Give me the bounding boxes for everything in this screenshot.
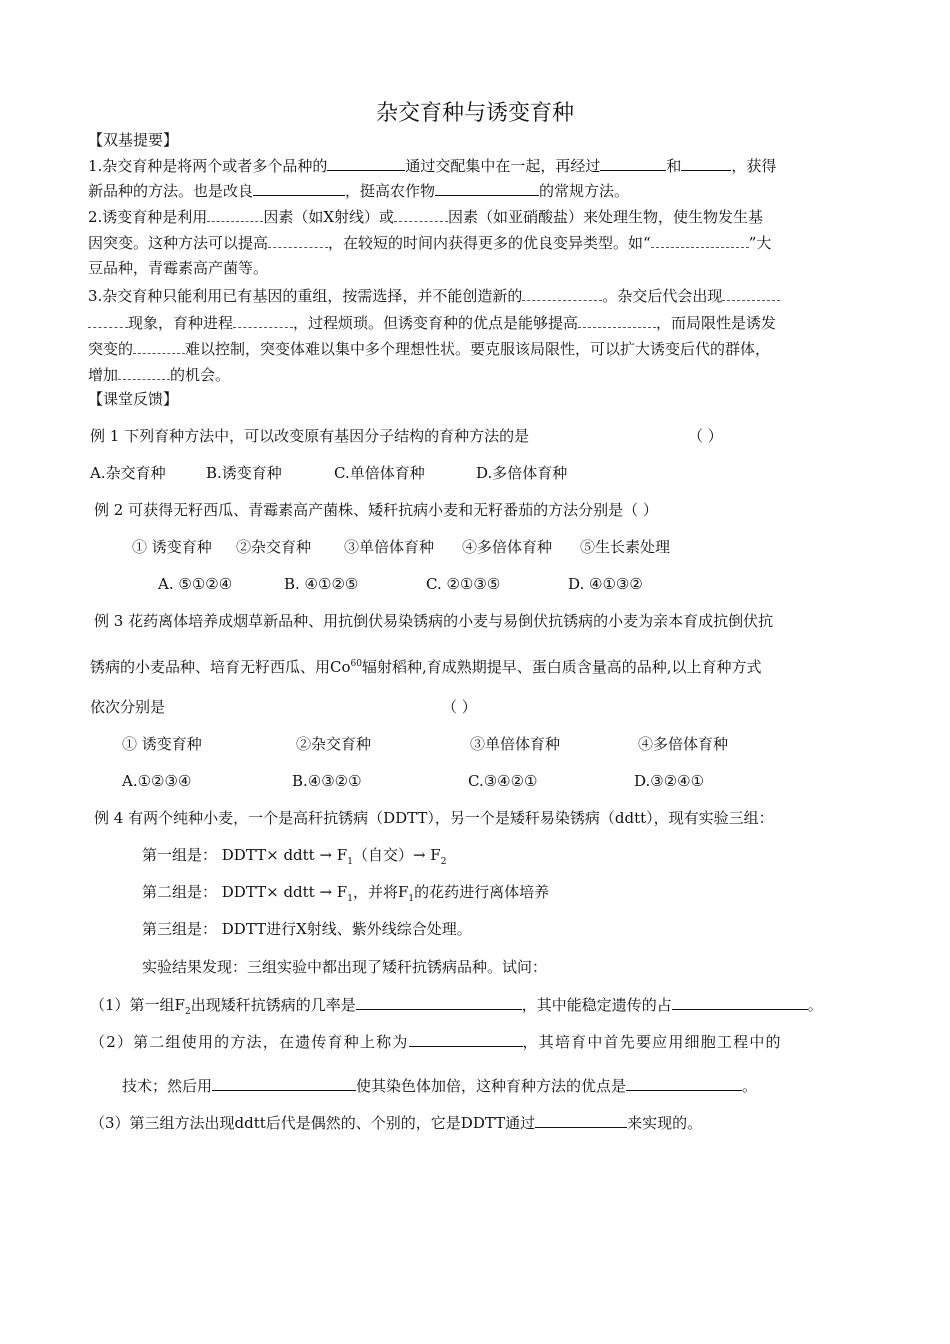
fill-blank[interactable] — [522, 285, 602, 301]
fill-blank[interactable] — [409, 1031, 523, 1047]
para1-text: 和 — [666, 157, 682, 175]
fill-blank[interactable] — [268, 232, 328, 248]
example1-option-a[interactable]: A.杂交育种 — [90, 464, 166, 482]
fill-blank[interactable] — [88, 312, 128, 328]
example3-text: 锈病的小麦品种、培育无籽西瓜、用Co — [90, 658, 351, 676]
fill-blank[interactable] — [207, 206, 263, 222]
example2-question: 例 2 可获得无籽西瓜、青霉素高产菌株、矮秆抗病小麦和无籽番茄的方法分别是（ ） — [94, 501, 658, 519]
example4-text: 第一组是： DDTT× ddtt → F — [142, 846, 348, 864]
example2-item-4: ④多倍体育种 — [462, 538, 553, 556]
section-heading-feedback: 【课堂反馈】 — [88, 390, 179, 408]
example4-subq2-line1 — [90, 1031, 782, 1052]
example3-item-4: ④多倍体育种 — [638, 735, 729, 753]
para3-text: 突变的 — [88, 340, 134, 358]
example1-question: 例 1 下列育种方法中，可以改变原有基因分子结构的育种方法的是 — [90, 427, 530, 445]
example2-option-c[interactable]: C. ②①③⑤ — [426, 575, 501, 593]
example3-option-c[interactable]: C.③④②① — [468, 772, 538, 790]
para2-text: 因素（如亚硝酸盐）来处理生物，使生物发生基 — [448, 208, 764, 226]
example3-answer-paren[interactable]: （ ） — [442, 698, 477, 716]
para1-text: ，挺高农作物 — [345, 182, 436, 200]
para2-text: 因素（如X射线）或 — [263, 208, 394, 226]
para1-line1 — [88, 155, 776, 176]
example4-text: ，其培育中首先要应用细胞工程中的 — [522, 1033, 782, 1051]
para2-line1 — [88, 206, 763, 227]
example4-text: （3）第三组方法出现ddtt后代是偶然的、个别的，它是DDTT通过 — [90, 1114, 536, 1132]
generation-subscript: 1 — [347, 894, 353, 904]
example1-option-c[interactable]: C.单倍体育种 — [334, 464, 425, 482]
fill-blank[interactable] — [626, 1075, 742, 1091]
example4-text: 使其染色体加倍，这种育种方法的优点是 — [356, 1077, 627, 1095]
para2-text: 因突变。这种方法可以提高 — [88, 234, 269, 252]
example2-item-1: ① 诱变育种 — [132, 538, 212, 556]
example3-question-line3: 依次分别是 — [90, 698, 166, 716]
example4-subq1 — [90, 994, 823, 1022]
example4-text: ，并将F — [352, 883, 409, 901]
example3-question-line2 — [90, 654, 762, 677]
fill-blank[interactable] — [327, 155, 405, 171]
para2-text: 2.诱变育种是利用 — [88, 208, 208, 226]
example4-subq3 — [90, 1112, 702, 1133]
example4-subq2-line2 — [122, 1075, 757, 1096]
para1-text: 通过交配集中在一起，再经过 — [405, 157, 601, 175]
example4-group2 — [142, 882, 549, 909]
example4-text: 技术；然后用 — [122, 1077, 213, 1095]
fill-blank[interactable] — [212, 1075, 356, 1091]
example4-text: （自交）→ F — [352, 846, 441, 864]
example3-option-d[interactable]: D.③②④① — [634, 772, 705, 790]
fill-blank[interactable] — [118, 364, 170, 380]
example3-item-2: ②杂交育种 — [296, 735, 372, 753]
para2-line3: 豆品种，青霉素高产菌等。 — [88, 259, 269, 277]
para3-line1 — [88, 285, 780, 306]
section-heading-basics: 【双基提要】 — [88, 131, 179, 149]
example4-text: ，其中能稳定遗传的占 — [521, 996, 672, 1014]
example3-option-b[interactable]: B.④③②① — [292, 772, 362, 790]
para3-line3 — [88, 338, 770, 359]
example4-text: 。 — [742, 1077, 758, 1095]
para3-text: ，过程烦琐。但诱变育种的优点是能够提高 — [293, 314, 579, 332]
para3-text: 现象，育种进程 — [128, 314, 234, 332]
example2-option-a[interactable]: A. ⑤①②④ — [158, 575, 233, 593]
fill-blank[interactable] — [233, 312, 293, 328]
generation-subscript: 1 — [347, 857, 353, 867]
example3-text: 辐射稻种,育成熟期提早、蛋白质含量高的品种,以上育种方式 — [361, 658, 762, 676]
fill-blank[interactable] — [133, 338, 185, 354]
para3-text: 3.杂交育种只能利用已有基因的重组，按需选择，并不能创造新的 — [88, 287, 523, 305]
fill-blank[interactable] — [435, 180, 539, 196]
generation-subscript: 2 — [440, 857, 447, 867]
fill-blank[interactable] — [578, 312, 656, 328]
fill-blank[interactable] — [356, 994, 522, 1010]
para3-text: 。杂交后代会出现 — [602, 287, 723, 305]
example4-text: 第二组是： DDTT× ddtt → F — [142, 883, 348, 901]
example2-item-3: ③单倍体育种 — [344, 538, 435, 556]
para3-text: 增加 — [88, 366, 119, 384]
para2-line2 — [88, 232, 771, 253]
example1-option-b[interactable]: B.诱变育种 — [206, 464, 282, 482]
example4-result: 实验结果发现：三组实验中都出现了矮秆抗锈病品种。试问： — [142, 958, 548, 976]
example3-question-line1: 例 3 花药离体培养成烟草新品种、用抗倒伏易染锈病的小麦与易倒伏抗锈病的小麦为亲本育成抗倒伏抗 — [94, 612, 774, 630]
para1-text: 新品种的方法。也是改良 — [88, 182, 254, 200]
example4-question: 例 4 有两个纯种小麦，一个是高秆抗锈病（DDTT），另一个是矮秆易染锈病（ddtt），现有实验三组： — [94, 809, 774, 827]
example2-item-5: ⑤生长素处理 — [580, 538, 671, 556]
para1-text: 的常规方法。 — [539, 182, 630, 200]
fill-blank[interactable] — [394, 206, 448, 222]
example4-text: 的花药进行离体培养 — [414, 883, 550, 901]
para3-text: ，而局限性是诱发 — [656, 314, 777, 332]
para1-line2 — [88, 180, 629, 201]
para3-text: 的机会。 — [170, 366, 231, 384]
para3-line4 — [88, 364, 230, 385]
example2-option-d[interactable]: D. ④①③② — [568, 575, 643, 593]
para1-text: 1.杂交育种是将两个或者多个品种的 — [88, 157, 328, 175]
example4-text: 。 — [807, 996, 823, 1014]
example2-item-2: ②杂交育种 — [236, 538, 312, 556]
example2-option-b[interactable]: B. ④①②⑤ — [284, 575, 359, 593]
fill-blank[interactable] — [672, 994, 808, 1010]
fill-blank[interactable] — [600, 155, 666, 171]
generation-subscript: 1 — [408, 894, 415, 904]
para2-text: ”大 — [748, 234, 772, 252]
para3-line2 — [88, 312, 776, 333]
fill-blank[interactable] — [722, 285, 780, 301]
para1-text: ，获得 — [731, 157, 777, 175]
example4-text: （2）第二组使用的方法，在遗传育种上称为 — [90, 1033, 409, 1051]
example3-item-3: ③单倍体育种 — [470, 735, 561, 753]
example4-text: 出现矮秆抗锈病的几率是 — [190, 996, 356, 1014]
example3-option-a[interactable]: A.①②③④ — [122, 772, 192, 790]
example4-group1 — [142, 845, 446, 872]
example1-option-d[interactable]: D.多倍体育种 — [476, 464, 568, 482]
fill-blank[interactable] — [651, 232, 749, 248]
example1-answer-paren[interactable]: （ ） — [688, 427, 723, 445]
fill-blank[interactable] — [253, 180, 345, 196]
isotope-superscript: 60 — [350, 659, 362, 669]
example4-group3: 第三组是： DDTT进行X射线、紫外线综合处理。 — [142, 920, 472, 938]
fill-blank[interactable] — [535, 1112, 627, 1128]
para2-text: ，在较短的时间内获得更多的优良变异类型。如“ — [328, 234, 651, 252]
fill-blank[interactable] — [681, 155, 731, 171]
example4-text: 来实现的。 — [627, 1114, 703, 1132]
example3-item-1: ① 诱变育种 — [122, 735, 202, 753]
example4-text: （1）第一组F — [90, 996, 185, 1014]
page-title: 杂交育种与诱变育种 — [375, 101, 574, 126]
para3-text: 难以控制，突变体难以集中多个理想性状。要克服该局限性，可以扩大诱变后代的群体， — [185, 340, 771, 358]
generation-subscript: 2 — [184, 1007, 191, 1017]
